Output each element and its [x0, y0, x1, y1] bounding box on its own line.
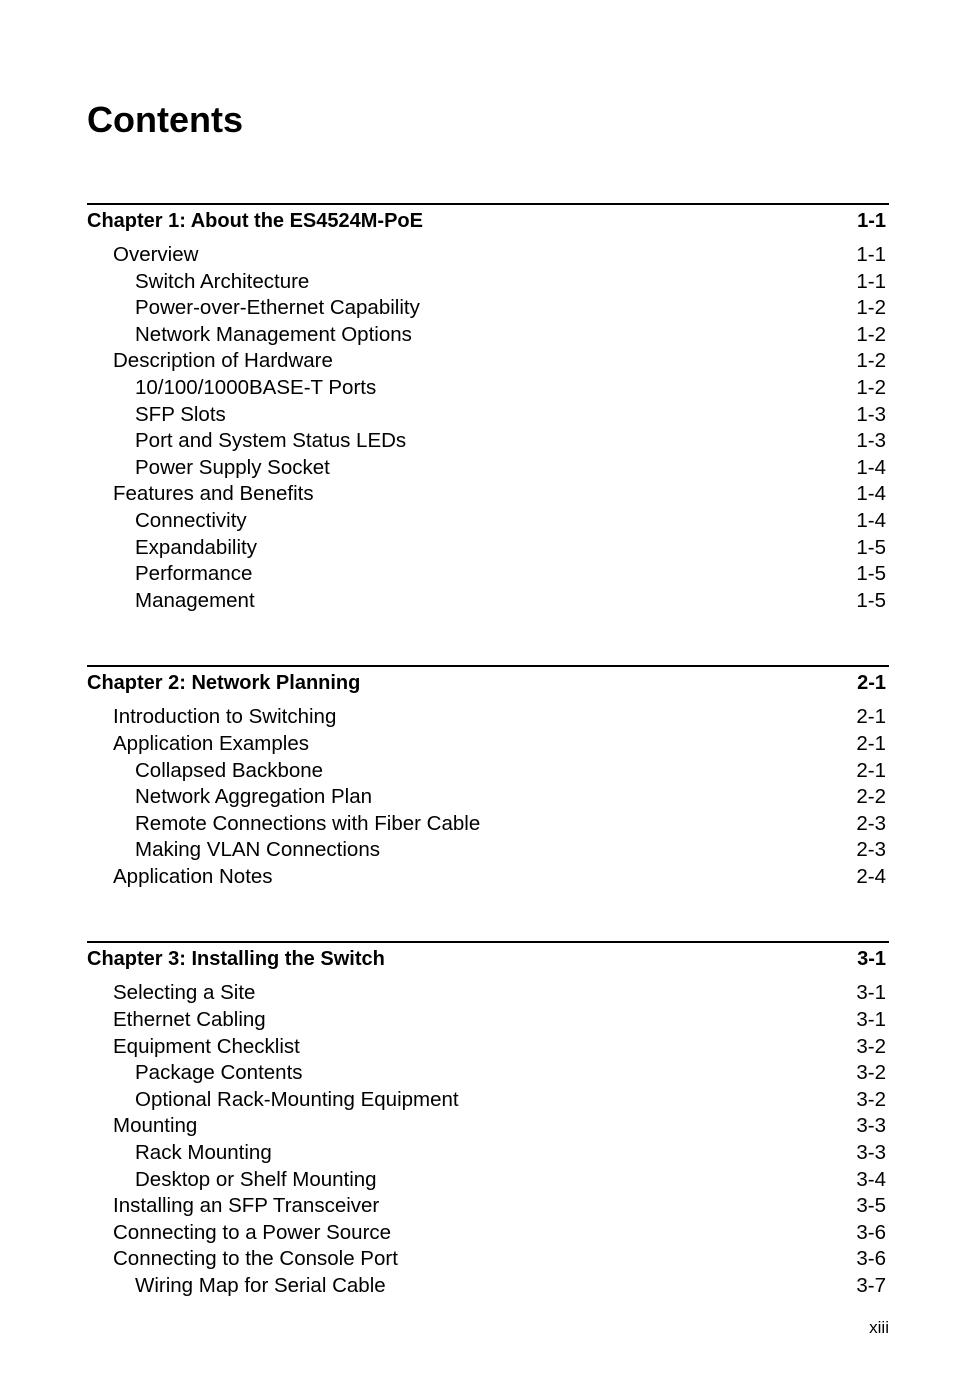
- toc-entry-page-number: 3-3: [856, 1141, 886, 1165]
- toc-entry[interactable]: [87, 561, 889, 588]
- chapter-heading[interactable]: [87, 665, 889, 696]
- toc-entry-title: Application Examples: [113, 731, 309, 755]
- toc-entry[interactable]: [87, 731, 889, 758]
- toc-entry[interactable]: [87, 837, 889, 864]
- toc-entry[interactable]: [87, 295, 889, 322]
- toc-entry-title: Package Contents: [135, 1061, 303, 1085]
- toc-entry[interactable]: [87, 535, 889, 562]
- toc-entry-title: Connectivity: [135, 508, 247, 532]
- chapter-page-number: 2-1: [857, 672, 886, 695]
- toc-entry-title: 10/100/1000BASE-T Ports: [135, 375, 377, 399]
- toc-entry-page-number: 2-3: [856, 838, 886, 862]
- toc-entry-title: Management: [135, 588, 255, 612]
- toc-entry-page-number: 1-4: [856, 482, 886, 506]
- toc-entry-page-number: 3-2: [856, 1061, 886, 1085]
- toc-entry-title: Power Supply Socket: [135, 455, 330, 479]
- toc-entry[interactable]: [87, 1113, 889, 1140]
- toc-entry-page-number: 3-5: [856, 1194, 886, 1218]
- toc-entry-title: Making VLAN Connections: [135, 838, 380, 862]
- toc-entry[interactable]: [87, 1273, 889, 1300]
- toc-entry[interactable]: [87, 322, 889, 349]
- toc-entry-page-number: 3-6: [856, 1220, 886, 1244]
- toc-entry[interactable]: [87, 1220, 889, 1247]
- toc-entry-title: Description of Hardware: [113, 349, 333, 373]
- toc-entry-page-number: 1-3: [856, 429, 886, 453]
- toc-entry-title: Power-over-Ethernet Capability: [135, 296, 420, 320]
- toc-entry-page-number: 1-1: [856, 243, 886, 266]
- toc-entry-page-number: 2-4: [856, 864, 886, 888]
- toc-entry[interactable]: [87, 1246, 889, 1273]
- toc-entry-title: Wiring Map for Serial Cable: [135, 1274, 386, 1297]
- toc-entry-title: Remote Connections with Fiber Cable: [135, 811, 481, 835]
- toc-entry[interactable]: [87, 758, 889, 785]
- table-of-contents: [87, 203, 889, 1351]
- toc-entry[interactable]: [87, 348, 889, 375]
- toc-entry-page-number: 3-3: [856, 1114, 886, 1138]
- toc-entry[interactable]: [87, 1007, 889, 1034]
- toc-entry-page-number: 2-2: [856, 785, 886, 809]
- toc-entry-title: Port and System Status LEDs: [135, 429, 407, 453]
- toc-entry[interactable]: [87, 704, 889, 731]
- toc-entry[interactable]: [87, 269, 889, 296]
- toc-entry[interactable]: [87, 811, 889, 838]
- toc-entry-title: Collapsed Backbone: [135, 758, 324, 782]
- toc-entry[interactable]: [87, 375, 889, 402]
- toc-entry-title: Network Management Options: [135, 322, 412, 346]
- toc-entry[interactable]: [87, 481, 889, 508]
- chapter-title: Chapter 1: About the ES4524M-PoE: [87, 210, 423, 232]
- toc-entry-page-number: 1-5: [856, 535, 886, 559]
- toc-entry[interactable]: [87, 428, 889, 455]
- toc-entry-page-number: 1-5: [856, 562, 886, 586]
- toc-entry-title: Switch Architecture: [135, 269, 310, 293]
- toc-entry-page-number: 1-1: [856, 269, 886, 293]
- toc-entry-page-number: 1-4: [856, 455, 886, 479]
- toc-entry[interactable]: [87, 784, 889, 811]
- toc-entry-title: Rack Mounting: [135, 1141, 272, 1165]
- chapter-heading[interactable]: [87, 203, 889, 234]
- chapter-title: Chapter 2: Network Planning: [87, 672, 361, 695]
- toc-entry-title: Optional Rack-Mounting Equipment: [135, 1087, 459, 1111]
- toc-entry-page-number: 2-1: [856, 758, 886, 782]
- toc-entry[interactable]: [87, 1167, 889, 1194]
- toc-entry-page-number: 2-1: [856, 705, 886, 729]
- toc-entry-title: Application Notes: [113, 864, 273, 888]
- toc-entry-page-number: 1-2: [856, 349, 886, 373]
- toc-entry-page-number: 1-2: [856, 322, 886, 346]
- toc-entry-page-number: 2-1: [856, 731, 886, 755]
- toc-entry-page-number: 1-3: [856, 402, 886, 426]
- toc-entry-page-number: 2-3: [856, 811, 886, 835]
- toc-entry-title: Introduction to Switching: [113, 705, 337, 729]
- toc-entry-page-number: 3-2: [856, 1087, 886, 1111]
- toc-entry-title: Overview: [113, 243, 199, 266]
- toc-entry-page-number: 3-6: [856, 1247, 886, 1271]
- toc-entry-title: Selecting a Site: [113, 981, 256, 1005]
- footer-page-number: xiii: [869, 1318, 889, 1337]
- toc-entry-title: Mounting: [113, 1114, 198, 1138]
- toc-entry-page-number: 3-4: [856, 1167, 886, 1191]
- toc-entry-title: Network Aggregation Plan: [135, 785, 373, 809]
- toc-entry-title: Ethernet Cabling: [113, 1008, 266, 1032]
- toc-entry-title: Expandability: [135, 535, 257, 559]
- toc-chapter: [87, 941, 889, 1299]
- toc-entry[interactable]: [87, 1034, 889, 1061]
- page-title: Contents: [87, 99, 243, 140]
- toc-entry-title: Connecting to a Power Source: [113, 1220, 392, 1244]
- toc-entry[interactable]: [87, 588, 889, 615]
- toc-entry-title: Desktop or Shelf Mounting: [135, 1167, 377, 1191]
- chapter-heading[interactable]: [87, 941, 889, 972]
- toc-entry-title: Performance: [135, 562, 253, 586]
- toc-entry[interactable]: [87, 1140, 889, 1167]
- toc-entry-title: SFP Slots: [135, 402, 226, 426]
- toc-entry-title: Installing an SFP Transceiver: [113, 1194, 380, 1218]
- chapter-page-number: 1-1: [857, 210, 886, 232]
- toc-chapter: [87, 665, 889, 890]
- toc-entry-page-number: 1-4: [856, 508, 886, 532]
- toc-entry-page-number: 1-2: [856, 375, 886, 399]
- toc-entry[interactable]: [87, 1087, 889, 1114]
- toc-entry-page-number: 3-1: [856, 1008, 886, 1032]
- toc-entry[interactable]: [87, 1060, 889, 1087]
- toc-entry-page-number: 1-5: [856, 588, 886, 612]
- toc-entry[interactable]: [87, 1193, 889, 1220]
- toc-entry[interactable]: [87, 980, 889, 1007]
- chapter-page-number: 3-1: [857, 948, 886, 971]
- toc-chapter: [87, 203, 889, 614]
- toc-entry[interactable]: [87, 508, 889, 535]
- toc-entry[interactable]: [87, 864, 889, 891]
- toc-entry[interactable]: [87, 455, 889, 482]
- toc-entry-page-number: 3-7: [856, 1274, 886, 1297]
- toc-entry[interactable]: [87, 402, 889, 429]
- toc-entry-page-number: 1-2: [856, 296, 886, 320]
- toc-entry-title: Equipment Checklist: [113, 1034, 300, 1058]
- toc-entry[interactable]: [87, 242, 889, 269]
- toc-entry-page-number: 3-1: [856, 981, 886, 1005]
- toc-entry-title: Connecting to the Console Port: [113, 1247, 398, 1271]
- toc-entry-title: Features and Benefits: [113, 482, 314, 506]
- toc-entry-page-number: 3-2: [856, 1034, 886, 1058]
- chapter-title: Chapter 3: Installing the Switch: [87, 948, 385, 971]
